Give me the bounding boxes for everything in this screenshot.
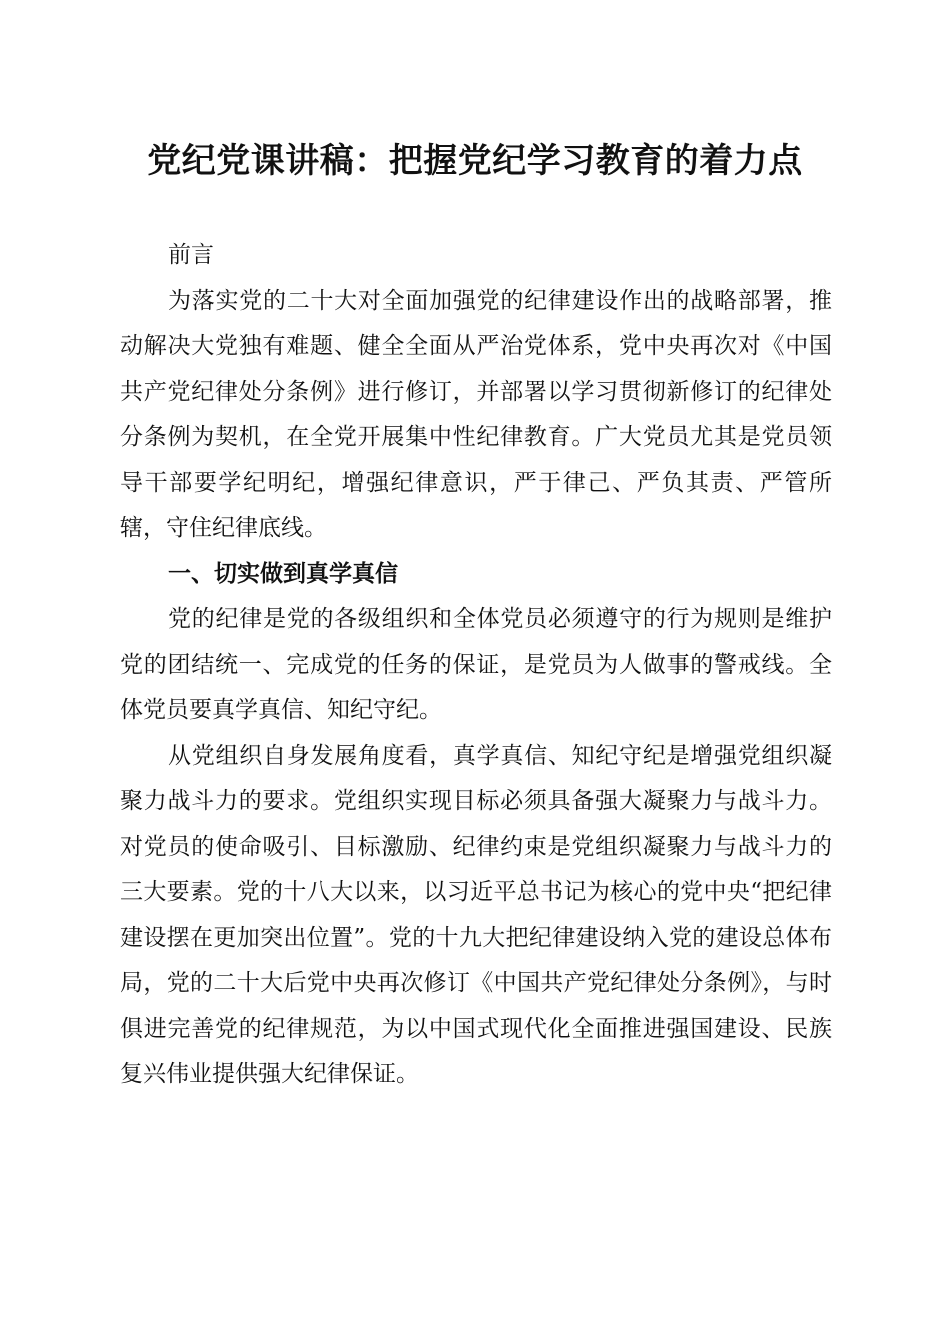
document-title: 党纪党课讲稿：把握党纪学习教育的着力点 (147, 141, 803, 181)
document-body (120, 233, 832, 1098)
preface-label: 前言 (168, 242, 214, 268)
preface-paragraph: 为落实党的二十大对全面加强党的纪律建设作出的战略部署，推动解决大党独有难题、健全全面从严治党体系，党中央再次对《中国共产党纪律处分条例》进行修订，并部署以学习贯彻新修订的纪律处分条例为契机，在全党开展集中性纪律教育。广大党员尤其是党员领导干部要学纪明纪，增强纪律意识，严于律己、严负其责、严管所辖，守住纪律底线。 (120, 287, 832, 541)
section1-paragraph-2: 从党组织自身发展角度看，真学真信、知纪守纪是增强党组织凝聚力战斗力的要求。党组织实现目标必须具备强大凝聚力与战斗力。对党员的使命吸引、目标激励、纪律约束是党组织凝聚力与战斗力的三大要素。党的十八大以来，以习近平总书记为核心的党中央“把纪律建设摆在更加突出位置”。党的十九大把纪律建设纳入党的建设总体布局，党的二十大后党中央再次修订《中国共产党纪律处分条例》，与时俱进完善党的纪律规范，为以中国式现代化全面推进强国建设、民族复兴伟业提供强大纪律保证。 (120, 742, 832, 1087)
section-heading-1: 一、切实做到真学真信 (168, 560, 398, 587)
section1-paragraph-1: 党的纪律是党的各级组织和全体党员必须遵守的行为规则是维护党的团结统一、完成党的任务的保证，是党员为人做事的警戒线。全体党员要真学真信、知纪守纪。 (120, 606, 832, 723)
